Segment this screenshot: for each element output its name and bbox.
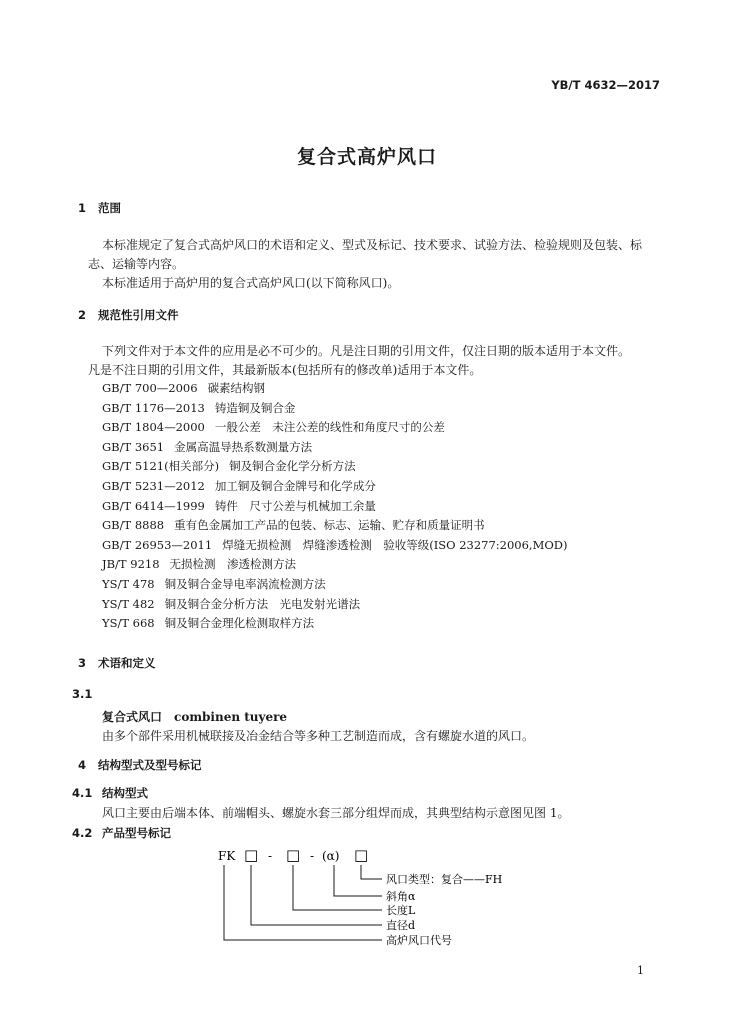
leader-line-type xyxy=(361,865,382,879)
section-title: 范围 xyxy=(98,201,121,215)
reference-title: 无损检测 渗透检测方法 xyxy=(169,557,297,572)
reference-title: 铜及铜合金导电率涡流检测方法 xyxy=(164,577,326,591)
subsection-number: 4.2 xyxy=(72,826,93,840)
reference-code: GB/T 6414—1999 xyxy=(102,498,205,513)
reference-title: 加工铜及铜合金牌号和化学成分 xyxy=(214,479,376,493)
diagram-box-diameter: □ xyxy=(244,846,259,864)
reference-code: GB/T 1176—2013 xyxy=(102,400,205,415)
section-number: 2 xyxy=(78,308,87,322)
leader-line-length xyxy=(293,865,382,910)
reference-item xyxy=(102,439,312,455)
diagram-label-diameter: 直径d xyxy=(386,919,416,932)
subsection-4-2-heading xyxy=(72,825,171,841)
reference-code: JB/T 9218 xyxy=(102,557,160,572)
section-1-heading xyxy=(78,200,121,216)
reference-item xyxy=(102,419,445,435)
diagram-box-type: □ xyxy=(354,846,369,864)
reference-code: GB/T 26953—2011 xyxy=(102,537,213,552)
reference-item xyxy=(102,556,296,572)
section-number: 1 xyxy=(78,201,87,215)
reference-code: YS/T 478 xyxy=(102,577,155,591)
section-1-paragraph-2: 本标准适用于高炉用的复合式高炉风口(以下简称风口)。 xyxy=(102,276,400,290)
reference-item xyxy=(102,576,326,592)
reference-code: GB/T 3651 xyxy=(102,439,165,454)
reference-title: 金属高温导热系数测量方法 xyxy=(174,439,313,454)
section-2-paragraph-line-1: 下列文件对于本文件的应用是必不可少的。凡是注日期的引用文件，仅注日期的版本适用于本文件。 xyxy=(102,344,631,358)
term-chinese: 复合式风口 xyxy=(102,710,163,724)
reference-item xyxy=(102,517,485,533)
term-definition: 由多个部件采用机械联接及冶金结合等多种工艺制造而成，含有螺旋水道的风口。 xyxy=(102,729,535,743)
reference-code: GB/T 5231—2012 xyxy=(102,479,205,493)
reference-code: GB/T 700—2006 xyxy=(102,381,198,395)
section-title: 规范性引用文件 xyxy=(98,308,179,322)
subsection-title: 产品型号标记 xyxy=(102,826,171,840)
model-designation-diagram xyxy=(210,840,530,955)
reference-code: YS/T 668 xyxy=(102,616,155,631)
reference-title: 焊缝无损检测 焊缝渗透检测 验收等级(ISO 23277:2006,MOD) xyxy=(222,537,568,552)
term-entry xyxy=(102,708,287,725)
reference-title: 铜及铜合金化学分析方法 xyxy=(229,459,356,474)
diagram-prefix: FK xyxy=(218,849,236,863)
term-english: combinen tuyere xyxy=(174,710,288,724)
reference-code: GB/T 5121(相关部分) xyxy=(102,459,220,474)
diagram-leader-lines xyxy=(224,865,382,940)
subsection-4-1-text: 风口主要由后端本体、前端帽头、螺旋水套三部分组焊而成，其典型结构示意图见图 1。 xyxy=(102,806,570,820)
reference-code: GB/T 1804—2000 xyxy=(102,420,205,435)
reference-item xyxy=(102,498,376,514)
reference-item xyxy=(102,458,356,474)
subsection-4-1-heading xyxy=(72,785,148,801)
section-title: 术语和定义 xyxy=(98,656,156,670)
leader-line-angle xyxy=(334,865,382,896)
section-2-paragraph-line-2: 凡是不注日期的引用文件，其最新版本(包括所有的修改单)适用于本文件。 xyxy=(88,363,482,377)
section-3-heading xyxy=(78,655,156,671)
diagram-dash-2: - xyxy=(310,849,315,863)
section-number: 3 xyxy=(78,656,87,670)
reference-title: 铸件 尺寸公差与机械加工余量 xyxy=(214,498,376,513)
leader-line-diameter xyxy=(251,865,382,925)
section-1-paragraph-1-line-1: 本标准规定了复合式高炉风口的术语和定义、型式及标记、技术要求、试验方法、检验规则及包装、标 xyxy=(102,238,643,252)
section-title: 结构型式及型号标记 xyxy=(98,758,202,772)
reference-title: 铜及铜合金分析方法 光电发射光谱法 xyxy=(164,596,361,611)
reference-code: YS/T 482 xyxy=(102,596,155,611)
reference-title: 一般公差 未注公差的线性和角度尺寸的公差 xyxy=(214,420,445,435)
reference-item xyxy=(102,478,376,494)
reference-title: 铸造铜及铜合金 xyxy=(214,400,296,415)
reference-item xyxy=(102,380,265,396)
diagram-alpha-group: (α) xyxy=(322,849,340,863)
reference-title: 碳素结构钢 xyxy=(207,381,266,395)
reference-item xyxy=(102,615,314,631)
section-number: 4 xyxy=(78,758,87,772)
section-4-heading xyxy=(78,757,202,773)
section-2-heading xyxy=(78,307,179,323)
diagram-label-code: 高炉风口代号 xyxy=(386,934,452,947)
reference-item xyxy=(102,596,360,612)
diagram-label-length: 长度L xyxy=(386,904,416,917)
reference-title: 重有色金属加工产品的包装、标志、运输、贮存和质量证明书 xyxy=(174,518,485,533)
reference-title: 铜及铜合金理化检测取样方法 xyxy=(164,616,315,631)
diagram-dash-1: - xyxy=(268,849,273,863)
diagram-label-type: 风口类型：复合——FH xyxy=(386,873,503,886)
reference-item xyxy=(102,400,295,416)
section-1-paragraph-1-line-2: 志、运输等内容。 xyxy=(88,257,185,271)
leader-line-code xyxy=(224,865,382,940)
standard-number: YB/T 4632—2017 xyxy=(551,78,660,92)
diagram-label-angle: 斜角α xyxy=(386,890,416,903)
subsection-number: 4.1 xyxy=(72,786,93,800)
page-number: 1 xyxy=(637,964,644,977)
diagram-box-length: □ xyxy=(286,846,301,864)
reference-code: GB/T 8888 xyxy=(102,518,165,533)
subsection-title: 结构型式 xyxy=(102,786,148,800)
reference-item xyxy=(102,537,567,553)
document-title: 复合式高炉风口 xyxy=(296,146,437,168)
subsection-3-1-number: 3.1 xyxy=(72,687,93,701)
